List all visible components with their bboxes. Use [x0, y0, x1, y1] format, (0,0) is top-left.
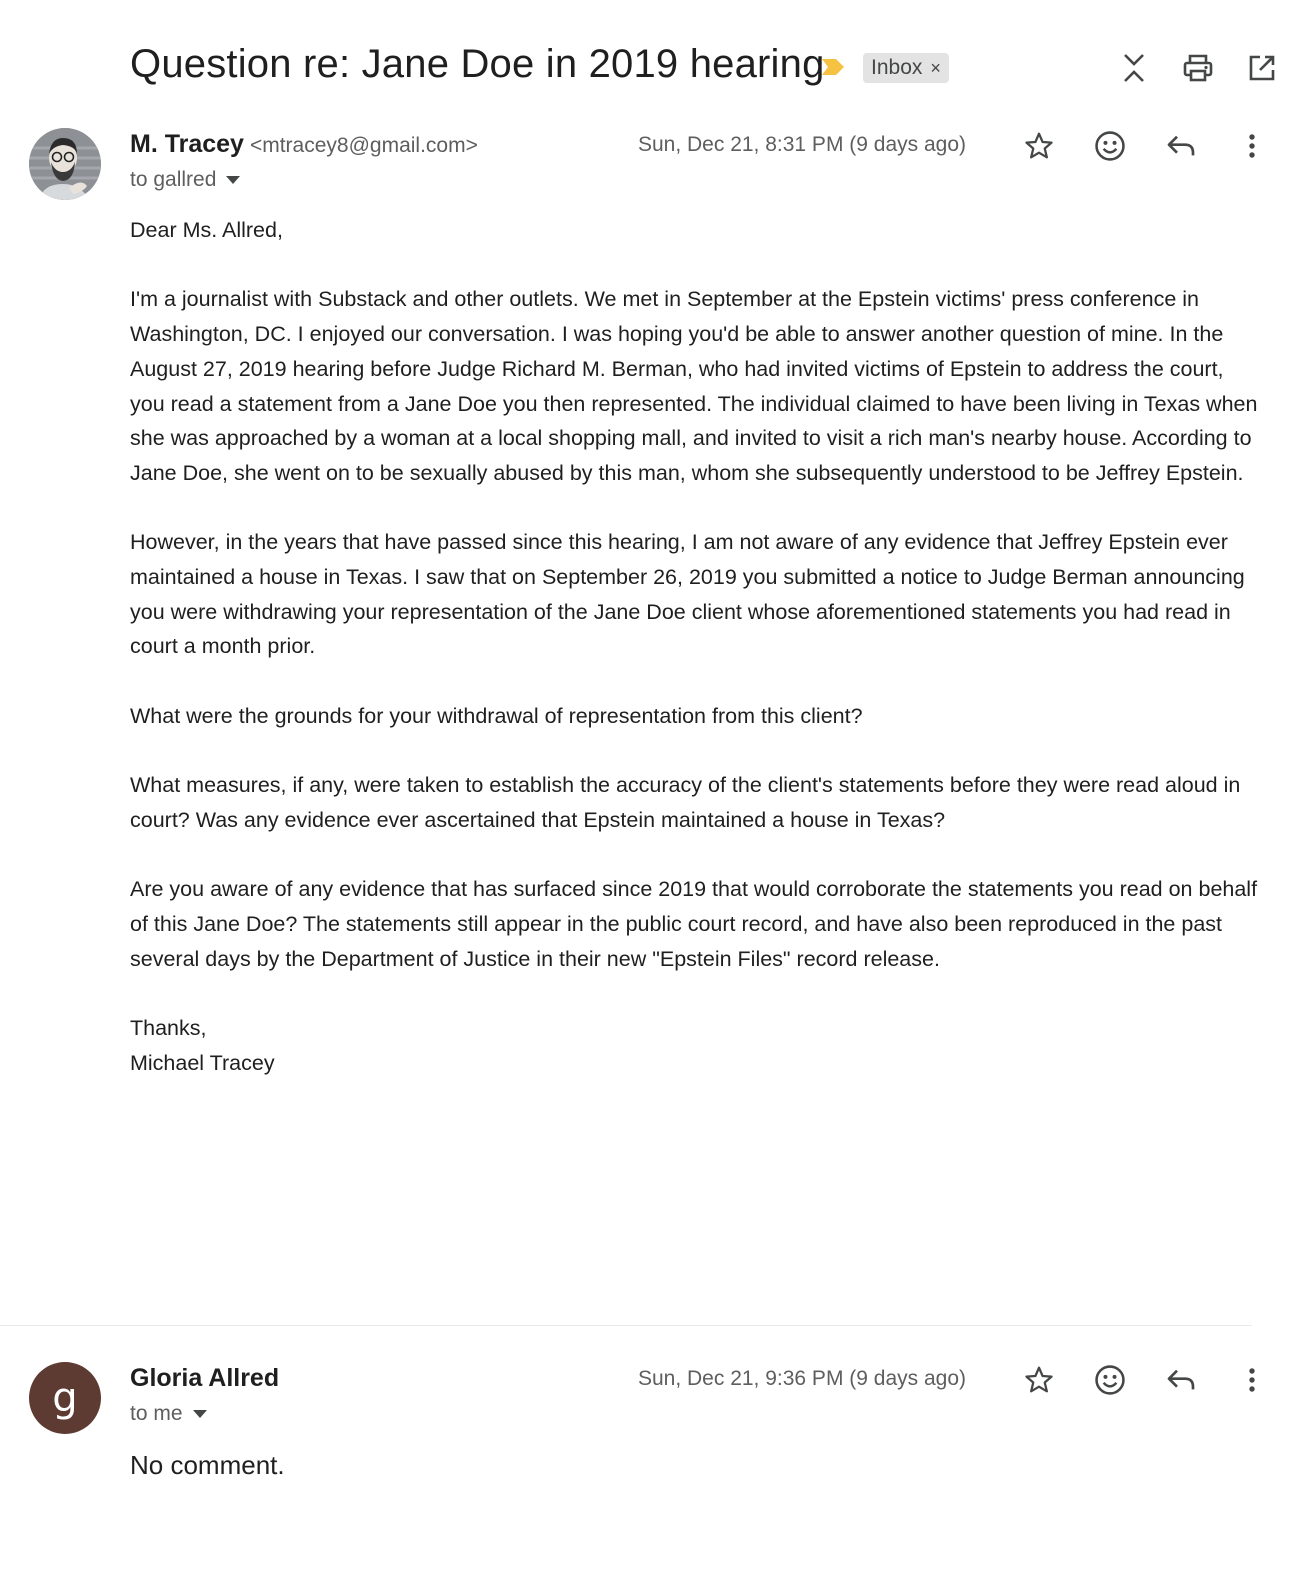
label-chip-inbox	[863, 53, 949, 83]
sender-photo-icon	[29, 128, 101, 200]
collapse-all-button[interactable]	[1116, 50, 1152, 86]
caret-down-icon	[193, 1410, 207, 1418]
sender-name[interactable]: M. Tracey	[130, 130, 244, 158]
thread-header	[130, 40, 1280, 96]
sender-email: <mtracey8@gmail.com>	[249, 134, 478, 157]
sender-name[interactable]: Gloria Allred	[130, 1364, 280, 1392]
recipient-details-toggle[interactable]	[130, 168, 240, 192]
reply-icon	[1165, 130, 1197, 162]
add-reaction-button[interactable]	[1092, 1362, 1128, 1398]
body-paragraph: Are you aware of any evidence that has surfaced since 2019 that would corroborate the statements you read on behalf of this Jane Doe? The statements still appear in the public court record, and have also been reproduced in the past several days by the Department of Justice in their new "Epstein Files" record release.	[130, 877, 1258, 971]
body-paragraph: I'm a journalist with Substack and other outlets. We met in September at the Epstein victims' press conference in Washington, DC. I enjoyed our conversation. I was hoping you'd be able to answer another question of mine. In the August 27, 2019 hearing before Judge Richard M. Berman, who had invited victims of Epstein to address the court, you read a statement from a Jane Doe you then represented. The individual claimed to have been living in Texas when she was approached by a woman at a local shopping mall, and invited to visit a rich man's nearby house. According to Jane Doe, she went on to be sexually abused by this man, whom she subsequently understood to be Jeffrey Epstein.	[130, 287, 1258, 485]
message-date: Sun, Dec 21, 9:36 PM (9 days ago)	[637, 1367, 966, 1390]
print-button[interactable]	[1180, 50, 1216, 86]
add-reaction-button[interactable]	[1092, 128, 1128, 164]
body-paragraph: What were the grounds for your withdrawal of representation from this client?	[130, 703, 863, 728]
star-button[interactable]	[1021, 1362, 1057, 1398]
recipient-text: to me	[130, 1402, 183, 1425]
reply-button[interactable]	[1163, 1362, 1199, 1398]
message-body	[130, 213, 1260, 1080]
more-vert-icon	[1248, 1367, 1256, 1393]
emoji-reaction-icon	[1093, 1363, 1127, 1397]
sender	[130, 130, 478, 159]
caret-down-icon	[226, 176, 240, 184]
recipient-details-toggle[interactable]	[130, 1402, 207, 1426]
body-paragraph: No comment.	[130, 1450, 285, 1480]
reply-button[interactable]	[1163, 128, 1199, 164]
message-actions	[1021, 1362, 1270, 1398]
body-paragraph: However, in the years that have passed since this hearing, I am not aware of any evidence that Jeffrey Epstein ever maintained a house in Texas. I saw that on September 26, 2019 you submitted a notice to Judge Berman announcing you were withdrawing your representation of the Jane Doe client whose aforementioned statements you had read in court a month prior.	[130, 530, 1245, 659]
importance-marker-icon[interactable]	[820, 56, 846, 78]
avatar[interactable]	[29, 128, 101, 200]
body-paragraph: What measures, if any, were taken to establish the accuracy of the client's statements before they were read aloud in court? Was any evidence ever ascertained that Epstein maintained a house in Texas?	[130, 773, 1241, 832]
signature: Michael Tracey	[130, 1050, 275, 1075]
more-options-button[interactable]	[1234, 128, 1270, 164]
recipient-text: to gallred	[130, 168, 217, 191]
avatar[interactable]: g	[29, 1362, 101, 1434]
message-body	[130, 1448, 1260, 1483]
thread-toolbar	[1116, 50, 1280, 86]
thread-subject: Question re: Jane Doe in 2019 hearing	[130, 42, 825, 86]
star-button[interactable]	[1021, 128, 1057, 164]
message-date: Sun, Dec 21, 8:31 PM (9 days ago)	[637, 133, 966, 156]
more-vert-icon	[1248, 133, 1256, 159]
print-icon	[1182, 53, 1214, 83]
open-in-new-window-button[interactable]	[1244, 50, 1280, 86]
label-chip-text: Inbox	[871, 56, 923, 79]
body-paragraph: Dear Ms. Allred,	[130, 218, 283, 242]
star-icon	[1023, 130, 1055, 162]
sender	[130, 1364, 279, 1393]
message-divider	[0, 1325, 1252, 1326]
emoji-reaction-icon	[1093, 129, 1127, 163]
message-actions	[1021, 128, 1270, 164]
more-options-button[interactable]	[1234, 1362, 1270, 1398]
remove-label-icon[interactable]: ×	[930, 58, 941, 78]
open-in-new-window-icon	[1247, 53, 1277, 83]
signoff: Thanks,	[130, 1016, 207, 1041]
reply-icon	[1165, 1364, 1197, 1396]
collapse-all-icon	[1121, 51, 1147, 85]
star-icon	[1023, 1364, 1055, 1396]
